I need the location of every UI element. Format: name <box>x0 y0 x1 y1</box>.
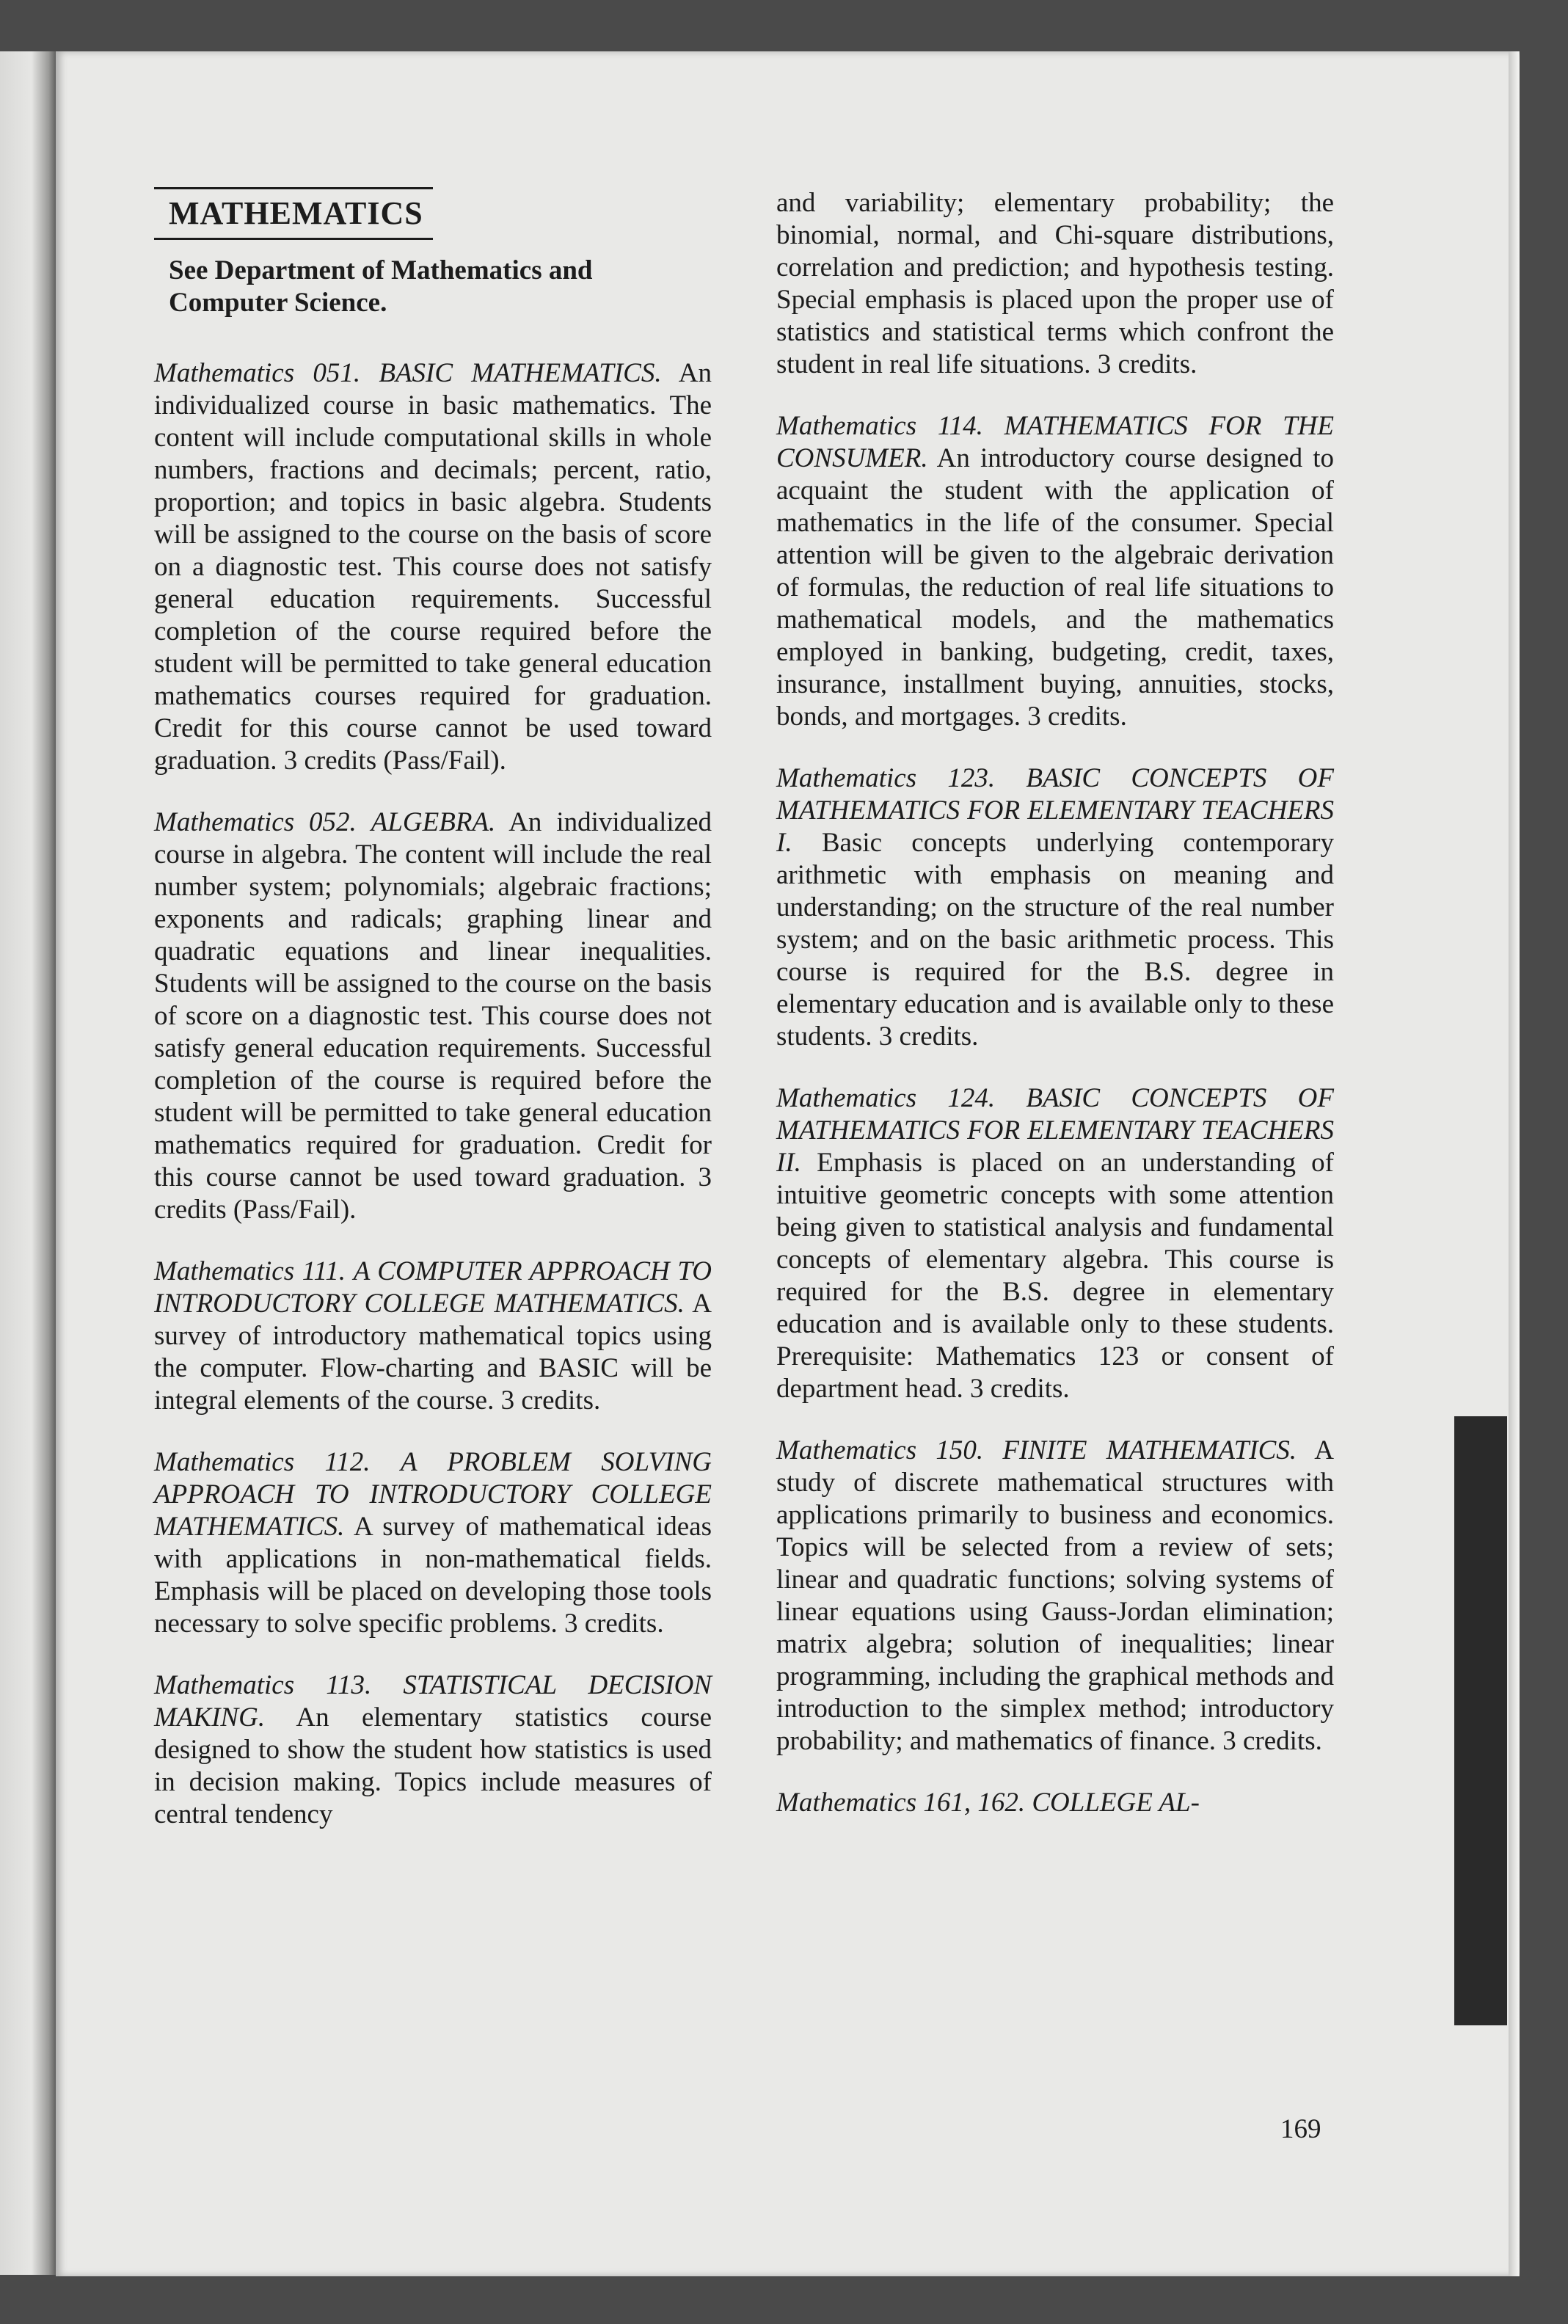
course-entry-math-112 <box>154 1446 712 1640</box>
see-department-note: See Department of Mathematics and Computer Science. <box>169 255 593 318</box>
course-description: An individualized course in basic mathematics. The content will include computational skills in whole numbers, fractions and decimals; percent, ratio, proportion; and topics in basic algebra. Students will be assigned to the course on the basis of score on a diagnostic test. This course does not satisfy general education requirements. Successful completion of the course required before the student will be permitted to take general education mathematics courses required for graduation. Credit for this course cannot be used toward graduation. 3 credits (Pass/Fail). <box>154 358 712 776</box>
course-description: Basic concepts underlying contemporary arithmetic with emphasis on meaning and understanding; on the structure of the real number system; and on the basic arithmetic process. This course is required for the B.S. degree in elementary education and is available only to these students. 3 credits. <box>776 828 1334 1052</box>
course-number: Mathematics 051. <box>154 358 361 388</box>
heading-rule-bottom <box>154 238 433 240</box>
course-title: STATISTICAL DECISION MAKING. <box>154 1670 712 1733</box>
course-number: Mathematics 111. <box>154 1256 346 1286</box>
course-description: An individualized course in algebra. The content will include the real number system; polynomials; algebraic fractions; exponents and radicals; graphing linear and quadratic equations and linear inequalities. Students will be assigned to the course on the basis of score on a diagnostic test. This course does not satisfy general education requirements. Successful completion of the course is required before the student will be permitted to take general education mathematics required for graduation. Credit for this course cannot be used toward graduation. 3 credits (Pass/Fail). <box>154 807 712 1225</box>
course-title: BASIC CONCEPTS OF MATHEMATICS FOR ELEMENTARY TEACHERS I. <box>776 763 1334 858</box>
course-description: Emphasis is placed on an understanding of intuitive geometric concepts with some attention being given to statistical analysis and fundamental concepts of elementary algebra. This course is required for the B.S. degree in elementary education and is available only to these students. Prerequisite: Mathematics 123 or consent of department head. 3 credits. <box>776 1148 1334 1404</box>
course-entry-math-114 <box>776 410 1334 733</box>
course-number: Mathematics 114. <box>776 411 983 441</box>
course-title: BASIC CONCEPTS OF MATHEMATICS FOR ELEMENTARY TEACHERS II. <box>776 1083 1334 1178</box>
course-number: Mathematics 150. <box>776 1435 984 1465</box>
course-number: Mathematics 052. <box>154 807 357 837</box>
course-number: Mathematics 112. <box>154 1447 371 1477</box>
course-entry-math-051 <box>154 357 712 777</box>
thumb-index-tab <box>1454 1416 1507 2025</box>
course-entry-math-123 <box>776 762 1334 1053</box>
right-column <box>776 187 1334 1848</box>
course-description: An elementary statistics course designed to show the student how statistics is used in decision making. Topics include measures of central tendency <box>154 1702 712 1829</box>
course-entry-math-113-continued <box>776 187 1334 381</box>
course-title: BASIC MATHEMATICS. <box>379 358 662 388</box>
course-title: A PROBLEM SOLVING APPROACH TO INTRODUCTORY COLLEGE MATHEMATICS. <box>154 1447 712 1542</box>
course-entry-math-150 <box>776 1435 1334 1757</box>
course-title: MATHEMATICS FOR THE CONSUMER. <box>776 411 1334 473</box>
course-entry-math-161-162 <box>776 1787 1334 1819</box>
course-number: Mathematics 124. <box>776 1083 996 1113</box>
course-description: A study of discrete mathematical structures with applications primarily to business and economics. Topics will be selected from a review of sets; linear and quadratic functions; solving systems of linear equations using Gauss-Jordan elimination; matrix algebra; solution of inequalities; linear programming, including the graphical methods and introduction to the simplex method; introductory probability; and mathematics of finance. 3 credits. <box>776 1435 1335 1756</box>
page-right-edge <box>1509 51 1519 2276</box>
course-description: A survey of mathematical ideas with applications in non-mathematical fields. Emphasis will be placed on developing those tools necessary to solve specific problems. 3 credits. <box>154 1512 712 1639</box>
section-heading: MATHEMATICS <box>169 195 423 231</box>
course-number: Mathematics 113. <box>154 1670 372 1700</box>
left-page-edge <box>0 51 57 2275</box>
course-entry-math-124 <box>776 1082 1334 1405</box>
course-description: A survey of introductory mathematical topics using the computer. Flow-charting and BASIC will be integral elements of the course. 3 credits. <box>154 1289 712 1416</box>
course-entry-math-113 <box>154 1669 712 1831</box>
course-title: A COMPUTER APPROACH TO INTRODUCTORY COLLEGE MATHEMATICS. <box>154 1256 712 1319</box>
page-number: 169 <box>1280 2114 1321 2144</box>
course-title: COLLEGE AL- <box>1032 1788 1200 1818</box>
left-column <box>154 187 712 1860</box>
course-description: and variability; elementary probability; the binomial, normal, and Chi-square distributions, correlation and prediction; and hypothesis testing. Special emphasis is placed upon the proper use of statistics and statistical terms which confront the student in real life situations. 3 credits. <box>776 188 1334 379</box>
course-number: Mathematics 123. <box>776 763 996 793</box>
course-description: An introductory course designed to acquaint the student with the application of mathematics in the life of the consumer. Special attention will be given to the algebraic derivation of formulas, the reduction of real life situations to mathematical models, and the mathematics employed in banking, budgeting, credit, taxes, insurance, installment buying, annuities, stocks, bonds, and mortgages. 3 credits. <box>776 443 1334 732</box>
course-entry-math-052 <box>154 806 712 1226</box>
course-title: ALGEBRA. <box>371 807 496 837</box>
course-number: Mathematics 161, 162. <box>776 1788 1026 1818</box>
course-entry-math-111 <box>154 1256 712 1417</box>
course-title: FINITE MATHEMATICS. <box>1002 1435 1297 1465</box>
